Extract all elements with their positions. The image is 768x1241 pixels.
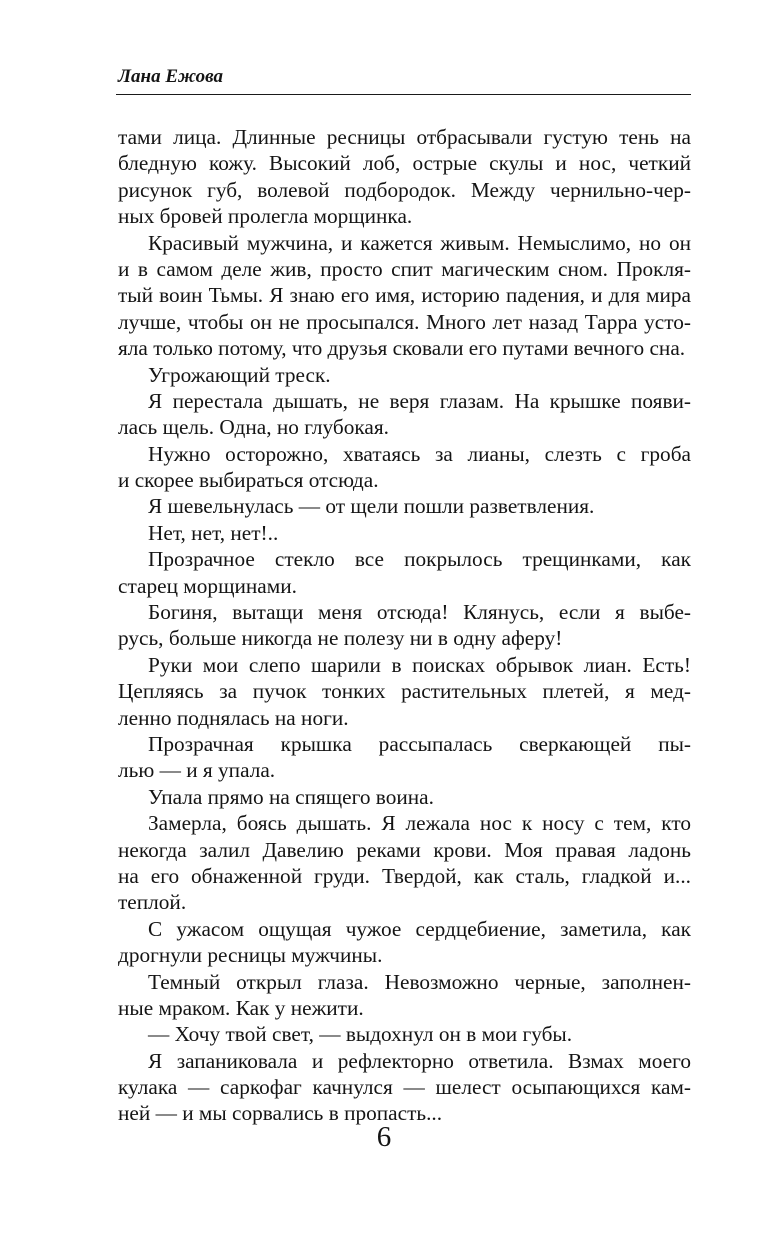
text-line: яла только потому, что друзья сковали его путами вечного сна. bbox=[118, 336, 686, 361]
text-line: ных бровей пролегла морщинка. bbox=[118, 204, 413, 229]
text-line: ленно поднялась на ноги. bbox=[118, 705, 349, 730]
paragraph bbox=[118, 362, 691, 388]
text-line: Нужно осторожно, хватаясь за лианы, слезть с гроба bbox=[148, 441, 691, 466]
paragraph bbox=[118, 493, 691, 519]
paragraph bbox=[118, 1048, 691, 1127]
text-line: кулака — саркофаг качнулся — шелест осыпающихся кам- bbox=[118, 1075, 691, 1100]
text-line: Замерла, боясь дышать. Я лежала нос к носу с тем, кто bbox=[148, 811, 691, 836]
text-line: Цепляясь за пучок тонких растительных плетей, я мед- bbox=[118, 679, 691, 704]
paragraph bbox=[118, 652, 691, 731]
text-line: лью — и я упала. bbox=[118, 758, 276, 783]
paragraph bbox=[118, 124, 691, 230]
text-line: и в самом деле жив, просто спит магическим сном. Прокля- bbox=[118, 256, 691, 281]
paragraph bbox=[118, 916, 691, 969]
paragraph bbox=[118, 441, 691, 494]
body-text bbox=[118, 124, 691, 1127]
text-line: С ужасом ощущая чужое сердцебиение, заметила, как bbox=[148, 916, 691, 941]
text-line: рисунок губ, волевой подбородок. Между чернильно-чер- bbox=[118, 177, 691, 202]
paragraph bbox=[118, 810, 691, 916]
text-line: Угрожающий треск. bbox=[148, 362, 331, 387]
text-line: Я перестала дышать, не веря глазам. На крышке появи- bbox=[148, 388, 691, 413]
text-line: — Хочу твой свет, — выдохнул он в мои губы. bbox=[148, 1022, 573, 1047]
text-line: Богиня, вытащи меня отсюда! Клянусь, если я выбе- bbox=[148, 600, 691, 625]
text-line: тый воин Тьмы. Я знаю его имя, историю падения, и для мира bbox=[118, 283, 691, 308]
text-line: Красивый мужчина, и кажется живым. Немыслимо, но он bbox=[148, 230, 691, 255]
running-head-author: Лана Ежова bbox=[118, 66, 223, 87]
paragraph bbox=[118, 520, 691, 546]
paragraph bbox=[118, 230, 691, 362]
text-line: русь, больше никогда не полезу ни в одну аферу! bbox=[118, 626, 563, 651]
paragraph bbox=[118, 969, 691, 1022]
paragraph bbox=[118, 1021, 691, 1047]
text-line: теплой. bbox=[118, 890, 187, 915]
paragraph bbox=[118, 784, 691, 810]
text-line: Упала прямо на спящего воина. bbox=[148, 784, 434, 809]
text-line: лась щель. Одна, но глубокая. bbox=[118, 415, 389, 440]
text-line: Прозрачное стекло все покрылось трещинками, как bbox=[148, 547, 691, 572]
text-line: на его обнаженной груди. Твердой, как сталь, гладкой и... bbox=[118, 863, 691, 888]
paragraph bbox=[118, 388, 691, 441]
text-line: Нет, нет, нет!.. bbox=[148, 520, 279, 545]
text-line: Руки мои слепо шарили в поисках обрывок лиан. Есть! bbox=[148, 652, 691, 677]
text-line: старец морщинами. bbox=[118, 573, 297, 598]
text-line: дрогнули ресницы мужчины. bbox=[118, 943, 383, 968]
text-line: ней — и мы сорвались в пропасть... bbox=[118, 1101, 443, 1126]
text-line: и скорее выбираться отсюда. bbox=[118, 468, 379, 493]
text-line: Я шевельнулась — от щели пошли разветвления. bbox=[148, 494, 595, 519]
text-line: Я запаниковала и рефлекторно ответила. Взмах моего bbox=[148, 1048, 691, 1073]
text-line: тами лица. Длинные ресницы отбрасывали густую тень на bbox=[118, 125, 691, 149]
text-line: лучше, чтобы он не просыпался. Много лет назад Тарра усто- bbox=[118, 309, 691, 334]
page-number: 6 bbox=[376, 1121, 392, 1153]
text-line: ные мраком. Как у нежити. bbox=[118, 995, 364, 1020]
text-line: некогда залил Давелию реками крови. Моя правая ладонь bbox=[118, 837, 691, 862]
text-line: Прозрачная крышка рассыпалась сверкающей пы- bbox=[148, 731, 691, 756]
text-line: Темный открыл глаза. Невозможно черные, заполнен- bbox=[148, 969, 691, 994]
text-line: бледную кожу. Высокий лоб, острые скулы и нос, четкий bbox=[118, 151, 691, 176]
paragraph bbox=[118, 731, 691, 784]
paragraph bbox=[118, 546, 691, 599]
header-rule bbox=[116, 94, 691, 95]
paragraph bbox=[118, 599, 691, 652]
